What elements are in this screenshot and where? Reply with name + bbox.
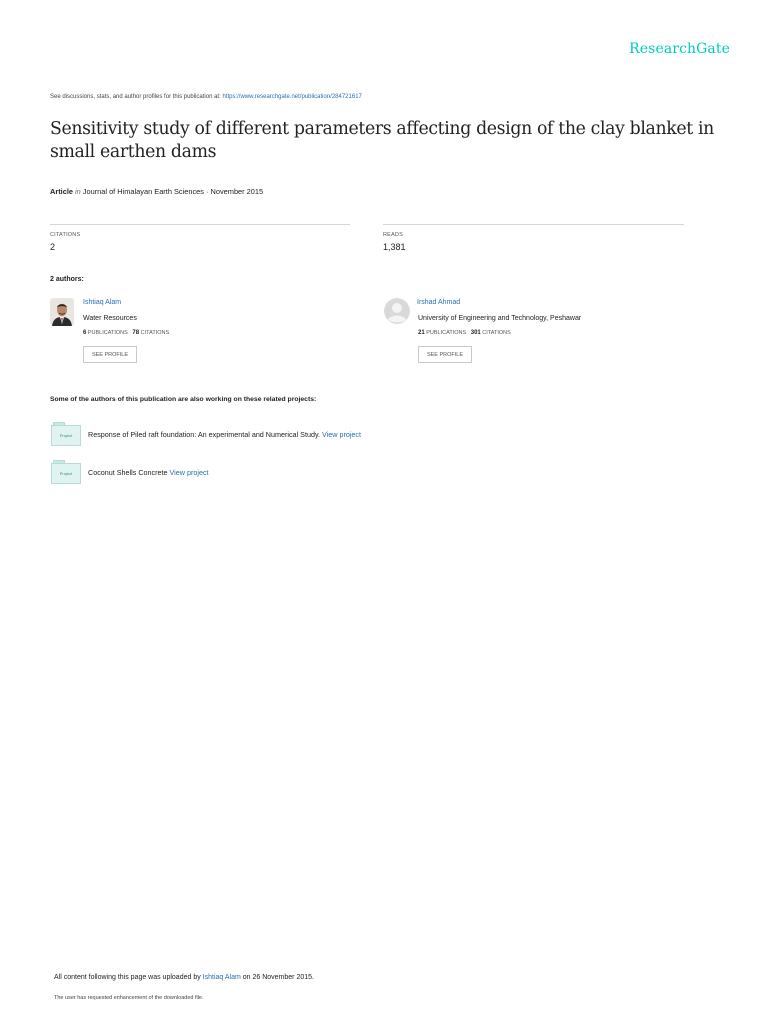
reads-divider [383,224,684,225]
author-publications-label: PUBLICATIONS [426,330,467,336]
author-name-link[interactable]: Irshad Ahmad [417,299,461,306]
publication-type: Article [50,187,74,196]
author-citations-count: 78 [132,330,140,336]
related-projects-heading: Some of the authors of this publication are also working on these related projects: [50,396,317,403]
project-title: Response of Piled raft foundation: An experimental and Numerical Study. [88,430,320,439]
publication-venue: Journal of Himalayan Earth Sciences · November 2015 [82,187,264,196]
discussion-line [50,94,362,100]
upload-prefix: All content following this page was uploaded by [54,974,203,981]
researchgate-logo[interactable]: ResearchGate [629,41,730,57]
project-folder-icon [51,422,81,446]
publication-meta [50,187,263,196]
see-profile-button[interactable]: SEE PROFILE [83,346,137,363]
author-publications-count: 6 [83,330,87,336]
publication-title: Sensitivity study of different parameters affecting design of the clay blanket in small earthen dams [50,119,714,162]
view-project-link[interactable]: View project [322,430,362,439]
project-icon-label: Project [51,425,81,446]
author-citations-label: CITATIONS [482,330,511,336]
uploader-link[interactable]: Ishtiaq Alam [202,974,241,981]
reads-label: READS [383,232,403,238]
project-entry [88,430,361,439]
view-project-link[interactable]: View project [169,468,209,477]
author-stats [83,330,169,336]
author-publications-label: PUBLICATIONS [87,330,128,336]
author-institution: Water Resources [83,315,137,322]
project-entry [88,468,209,477]
author-publications-count: 21 [418,330,425,336]
author-name-link[interactable]: Ishtiaq Alam [83,299,122,306]
enhancement-note: The user has requested enhancement of the downloaded file. [54,995,204,1001]
author-citations-count: 301 [470,330,481,336]
project-folder-icon [51,460,81,484]
author-avatar-photo[interactable] [50,298,74,326]
discussion-text: See discussions, stats, and author profiles for this publication at: [50,94,223,100]
author-institution: University of Engineering and Technology, Peshawar [418,315,582,322]
project-icon-label: Project [51,463,81,484]
authors-heading: 2 authors: [50,276,84,283]
see-profile-button[interactable]: SEE PROFILE [418,346,472,363]
author-citations-label: CITATIONS [140,330,170,336]
project-title: Coconut Shells Concrete [88,468,168,477]
author-stats [418,330,511,336]
publication-url-link[interactable]: https://www.researchgate.net/publication/284721617 [222,94,362,100]
citations-label: CITATIONS [50,232,81,238]
upload-notice [54,974,314,981]
citations-divider [50,224,350,225]
reads-value: 1,381 [383,242,406,252]
upload-suffix: on 26 November 2015. [240,974,314,981]
publication-in-label: in [75,187,81,196]
author-avatar-placeholder-icon[interactable] [384,298,410,324]
citations-value: 2 [50,242,56,252]
